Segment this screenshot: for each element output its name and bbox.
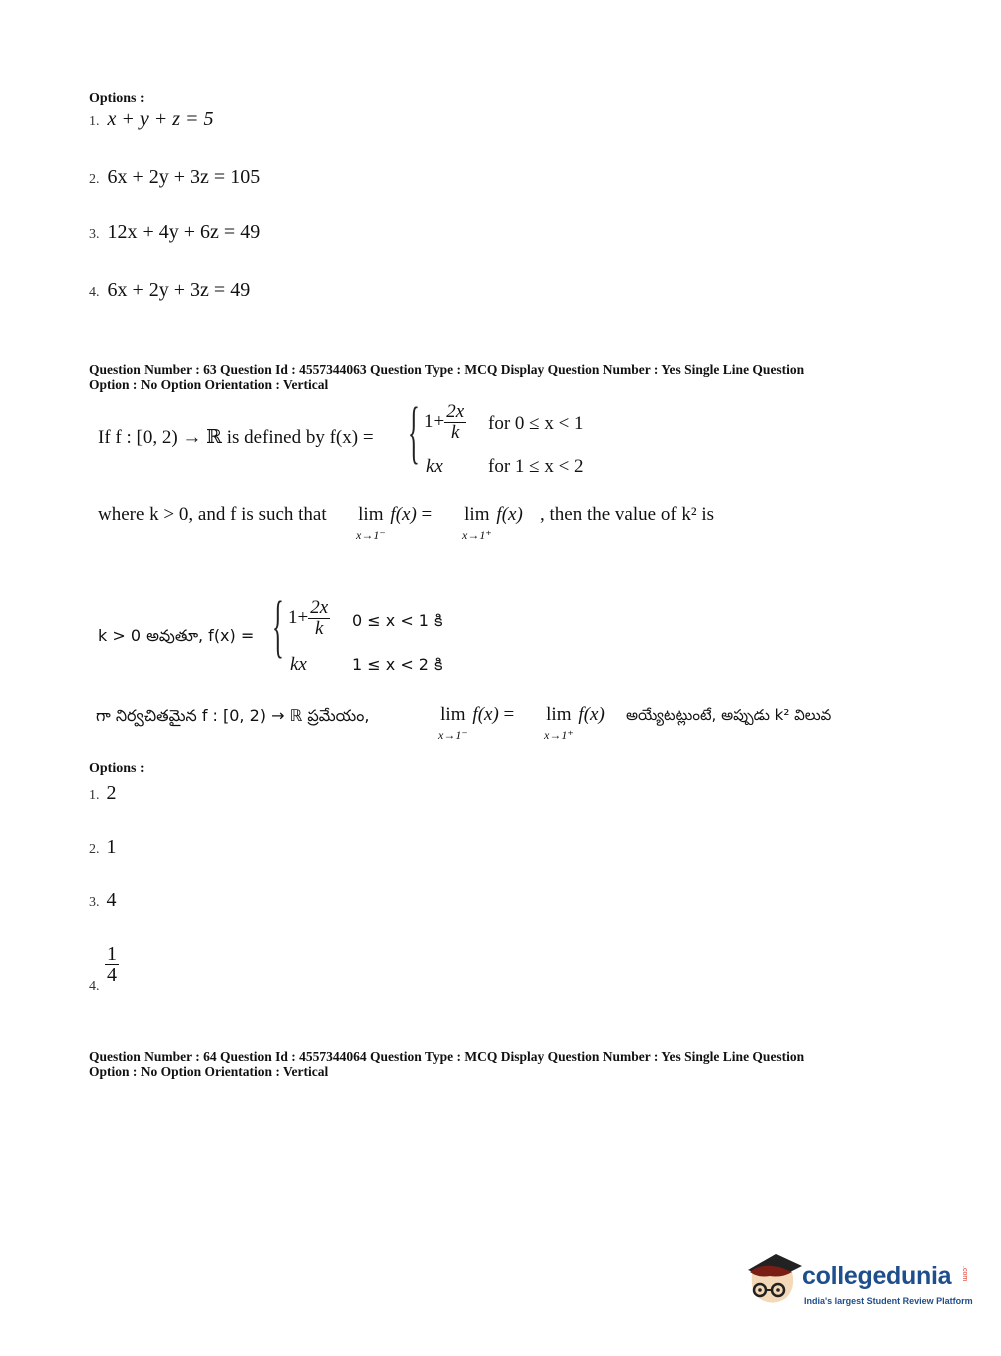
option-text: 2 (106, 782, 117, 804)
case1-condition-en: for 0 ≤ x < 1 (488, 413, 584, 434)
option-item (89, 889, 117, 912)
option-item (89, 944, 149, 996)
option-text: 6x + 2y + 3z = 105 (107, 166, 261, 188)
brand-name: collegedunia (802, 1262, 952, 1290)
brand-tagline: India's largest Student Review Platform (804, 1296, 973, 1306)
limit-right-te: lim x→1⁺ f(x) (544, 704, 605, 742)
case1-te: 1+ $\frac{2x}{k}$ (288, 597, 329, 639)
option-number: 3. (89, 895, 100, 910)
options-label: Options : (89, 91, 145, 106)
brace-te: { (272, 588, 284, 665)
question-meta-line2: Option : No Option Orientation : Vertical (89, 1064, 329, 1079)
question-tail-en: , then the value of k² is (540, 504, 715, 525)
options-label: Options : (89, 761, 145, 776)
question-where-en: where k > 0, and f is such that (98, 504, 327, 525)
case2-te: kx (290, 654, 307, 675)
option-number: 2. (89, 842, 100, 857)
limit-right: lim x→1⁺ f(x) (462, 504, 523, 542)
question-meta-line1: Question Number : 64 Question Id : 4557344064 Question Type : MCQ Display Question Number : Yes Single Line Question (89, 1049, 805, 1064)
brand-tld: .com (961, 1266, 968, 1282)
option-item (89, 166, 260, 189)
limit-left-te: lim x→1⁻ f(x) = (438, 704, 515, 742)
question-meta-line1: Question Number : 63 Question Id : 4557344063 Question Type : MCQ Display Question Number : Yes Single Line Question (89, 362, 805, 377)
case1-condition-te: 0 ≤ x < 1 కి (352, 611, 443, 630)
question-intro-te: k > 0 అవుతూ, f(x) = (98, 626, 255, 645)
option-text: 12x + 4y + 6z = 49 (107, 221, 261, 243)
option-number: 4. (89, 285, 100, 300)
option-item (89, 279, 250, 302)
option-number: 2. (89, 172, 100, 187)
option-text: 4 (106, 889, 117, 911)
option-number: 4. (89, 979, 100, 994)
brand-logo[interactable] (742, 1250, 972, 1320)
option-text: x + y + z = 5 (107, 108, 214, 130)
option-item (89, 836, 117, 859)
brace-en: { (408, 394, 420, 471)
limit-left: lim x→1⁻ f(x) = (356, 504, 433, 542)
case1-en: 1+ $\frac{2x}{k}$ (424, 401, 465, 443)
mascot-icon (742, 1250, 802, 1312)
question-line2-end-te: అయ్యేటట్లుంటే, అప్పుడు k² విలువ (626, 706, 832, 724)
option-item (89, 221, 260, 244)
option-item (89, 782, 117, 805)
option-text: 6x + 2y + 3z = 49 (107, 279, 251, 301)
question-line2-te: గా నిర్వచితమైన f : [0, 2) → ℝ ప్రమేయం, (96, 706, 370, 725)
case2-condition-en: for 1 ≤ x < 2 (488, 456, 584, 477)
question-intro-en: If f : [0, 2) → ℝ is defined by f(x) = (98, 427, 374, 448)
case2-en: kx (426, 456, 443, 477)
option-text: 1 (106, 836, 117, 858)
option-number: 1. (89, 114, 100, 129)
question-meta-line2: Option : No Option Orientation : Vertical (89, 377, 329, 392)
option-item (89, 108, 214, 131)
option-number: 1. (89, 788, 100, 803)
option-number: 3. (89, 227, 100, 242)
case2-condition-te: 1 ≤ x < 2 కి (352, 655, 443, 674)
option-fraction: $\frac{1}{4}$ (107, 943, 117, 986)
